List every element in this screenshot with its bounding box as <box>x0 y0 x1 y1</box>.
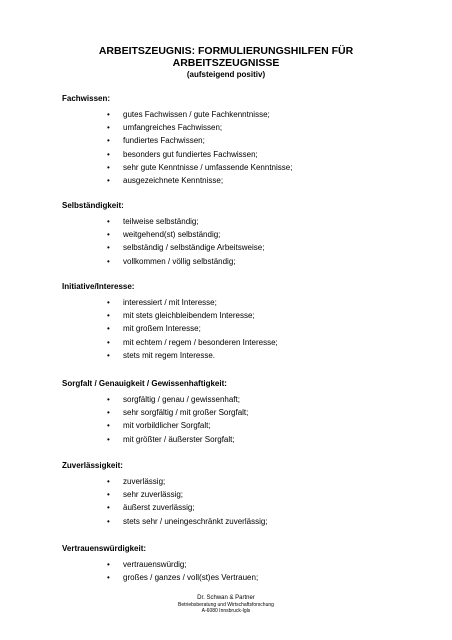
bullet-icon: • <box>107 477 110 486</box>
list-item <box>62 217 422 230</box>
list-item <box>62 311 422 324</box>
list-item-text: umfangreiches Fachwissen; <box>123 123 223 133</box>
section-fachwissen <box>62 94 422 189</box>
bullet-icon: • <box>107 217 110 226</box>
section-heading: Initiative/Interesse: <box>62 282 135 291</box>
bullet-icon: • <box>107 324 110 334</box>
bullet-icon: • <box>107 503 110 513</box>
list-item <box>62 490 422 503</box>
bullet-icon: • <box>107 395 110 404</box>
bullet-icon: • <box>107 560 110 569</box>
list-item <box>62 395 422 408</box>
list-item <box>62 338 422 351</box>
list-item-text: weitgehend(st) selbständig; <box>123 230 221 240</box>
list-item-text: mit stets gleichbleibendem Interesse; <box>123 311 255 321</box>
list-item-text: zuverlässig; <box>123 477 166 486</box>
bullet-icon: • <box>107 162 110 172</box>
bullet-icon: • <box>107 175 110 185</box>
section-heading: Fachwissen: <box>62 94 111 103</box>
list-item-text: sehr sorgfältig / mit großer Sorgfalt; <box>123 408 249 418</box>
bullet-icon: • <box>107 136 110 146</box>
item-list <box>62 110 422 189</box>
document-title-line1: ARBEITSZEUGNIS: FORMULIERUNGSHILFEN FÜR <box>98 45 354 57</box>
bullet-icon: • <box>107 573 110 583</box>
list-item-text: mit großem Interesse; <box>123 324 201 334</box>
list-item-text: sehr zuverlässig; <box>123 490 184 500</box>
bullet-icon: • <box>107 123 110 133</box>
section-selbstaendigkeit <box>62 201 422 270</box>
list-item <box>62 257 422 270</box>
list-item <box>62 351 422 364</box>
list-item-text: stets mit regem Interesse. <box>123 350 216 360</box>
list-item-text: sorgfältig / genau / gewissenhaft; <box>123 395 240 404</box>
list-item <box>62 298 422 311</box>
list-item <box>62 503 422 516</box>
section-heading: Vertrauenswürdigkeit: <box>62 544 147 553</box>
list-item-text: vollkommen / völlig selbständig; <box>123 256 236 266</box>
bullet-icon: • <box>107 516 110 526</box>
bullet-icon: • <box>107 149 110 159</box>
item-list <box>62 217 422 270</box>
section-heading: Zuverlässigkeit: <box>62 461 123 470</box>
list-item-text: sehr gute Kenntnisse / umfassende Kenntnisse; <box>123 162 293 172</box>
item-list <box>62 298 422 364</box>
list-item-text: teilweise selbständig; <box>123 217 199 226</box>
list-item <box>62 243 422 256</box>
footer-company-address: A-6080 Innsbruck-Igls <box>201 608 251 614</box>
list-item-text: gutes Fachwissen / gute Fachkenntnisse; <box>123 110 270 119</box>
list-item <box>62 408 422 421</box>
page-footer <box>0 595 452 614</box>
document-title-line2: ARBEITSZEUGNISSE <box>172 57 280 69</box>
item-list <box>62 560 422 586</box>
list-item <box>62 477 422 490</box>
bullet-icon: • <box>107 243 110 253</box>
list-item-text: vertrauenswürdig; <box>123 560 187 569</box>
list-item <box>62 230 422 243</box>
footer-company-name: Dr. Schwan & Partner <box>197 595 255 601</box>
bullet-icon: • <box>107 337 110 347</box>
list-item <box>62 421 422 434</box>
list-item-text: äußerst zuverlässig; <box>123 503 195 513</box>
item-list <box>62 477 422 530</box>
bullet-icon: • <box>107 408 110 418</box>
list-item <box>62 110 422 123</box>
list-item-text: mit größter / äußerster Sorgfalt; <box>123 434 235 444</box>
bullet-icon: • <box>107 298 110 307</box>
section-heading: Selbständigkeit: <box>62 201 124 210</box>
list-item-text: stets sehr / uneingeschränkt zuverlässig; <box>123 516 268 526</box>
list-item <box>62 150 422 163</box>
bullet-icon: • <box>107 434 110 444</box>
section-zuverlaessigkeit <box>62 461 422 530</box>
bullet-icon: • <box>107 311 110 321</box>
bullet-icon: • <box>107 490 110 500</box>
list-item <box>62 163 422 176</box>
document-subtitle: (aufsteigend positiv) <box>186 70 266 79</box>
list-item <box>62 176 422 189</box>
section-vertrauenswuerdigkeit <box>62 544 422 586</box>
list-item <box>62 573 422 586</box>
list-item-text: interessiert / mit Interesse; <box>123 298 217 307</box>
item-list <box>62 395 422 448</box>
bullet-icon: • <box>107 230 110 240</box>
list-item-text: besonders gut fundiertes Fachwissen; <box>123 149 258 159</box>
list-item-text: mit vorbildlicher Sorgfalt; <box>123 421 211 431</box>
section-initiative-interesse <box>62 282 422 364</box>
list-item <box>62 136 422 149</box>
bullet-icon: • <box>107 421 110 431</box>
bullet-icon: • <box>107 256 110 266</box>
bullet-icon: • <box>107 350 110 360</box>
list-item <box>62 517 422 530</box>
section-heading: Sorgfalt / Genauigkeit / Gewissenhaftigkeit: <box>62 379 227 388</box>
footer-company-description: Betriebsberatung und Wirtschaftsforschung <box>178 602 274 608</box>
list-item <box>62 123 422 136</box>
list-item-text: fundiertes Fachwissen; <box>123 136 205 146</box>
list-item <box>62 324 422 337</box>
list-item-text: selbständig / selbständige Arbeitsweise; <box>123 243 265 253</box>
bullet-icon: • <box>107 110 110 119</box>
list-item-text: großes / ganzes / voll(st)es Vertrauen; <box>123 573 259 583</box>
list-item-text: ausgezeichnete Kenntnisse; <box>123 175 224 185</box>
list-item <box>62 560 422 573</box>
list-item <box>62 435 422 448</box>
section-sorgfalt <box>62 379 422 448</box>
list-item-text: mit echtem / regem / besonderen Interesse; <box>123 337 278 347</box>
